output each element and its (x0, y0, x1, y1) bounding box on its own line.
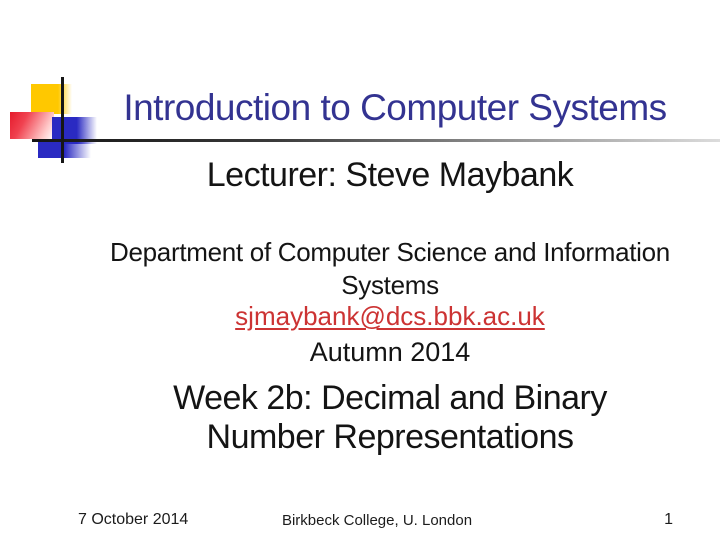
page-number: 1 (664, 511, 673, 528)
week-title-line-2: Number Representations (206, 418, 574, 456)
yellow-square-shape (31, 84, 72, 114)
vertical-accent-line (61, 77, 64, 163)
department-line-2: Systems (341, 270, 439, 300)
department-line-1: Department of Computer Science and Information (110, 237, 670, 267)
blue-square-lower-shape (38, 142, 91, 158)
footer-institution: Birkbeck College, U. London (281, 512, 473, 529)
title-underline-rule (32, 139, 720, 142)
week-title-line-1: Week 2b: Decimal and Binary (173, 379, 607, 417)
email-link[interactable]: sjmaybank@dcs.bbk.ac.uk (235, 301, 545, 331)
term-line: Autumn 2014 (309, 337, 471, 367)
department-line (62, 236, 718, 302)
footer-date: 7 October 2014 (78, 511, 189, 528)
week-title (62, 379, 718, 457)
slide-title: Introduction to Computer Systems (123, 87, 667, 128)
email-row (62, 303, 718, 330)
lecturer-line: Lecturer: Steve Maybank (206, 156, 574, 194)
red-square-shape (10, 112, 54, 139)
